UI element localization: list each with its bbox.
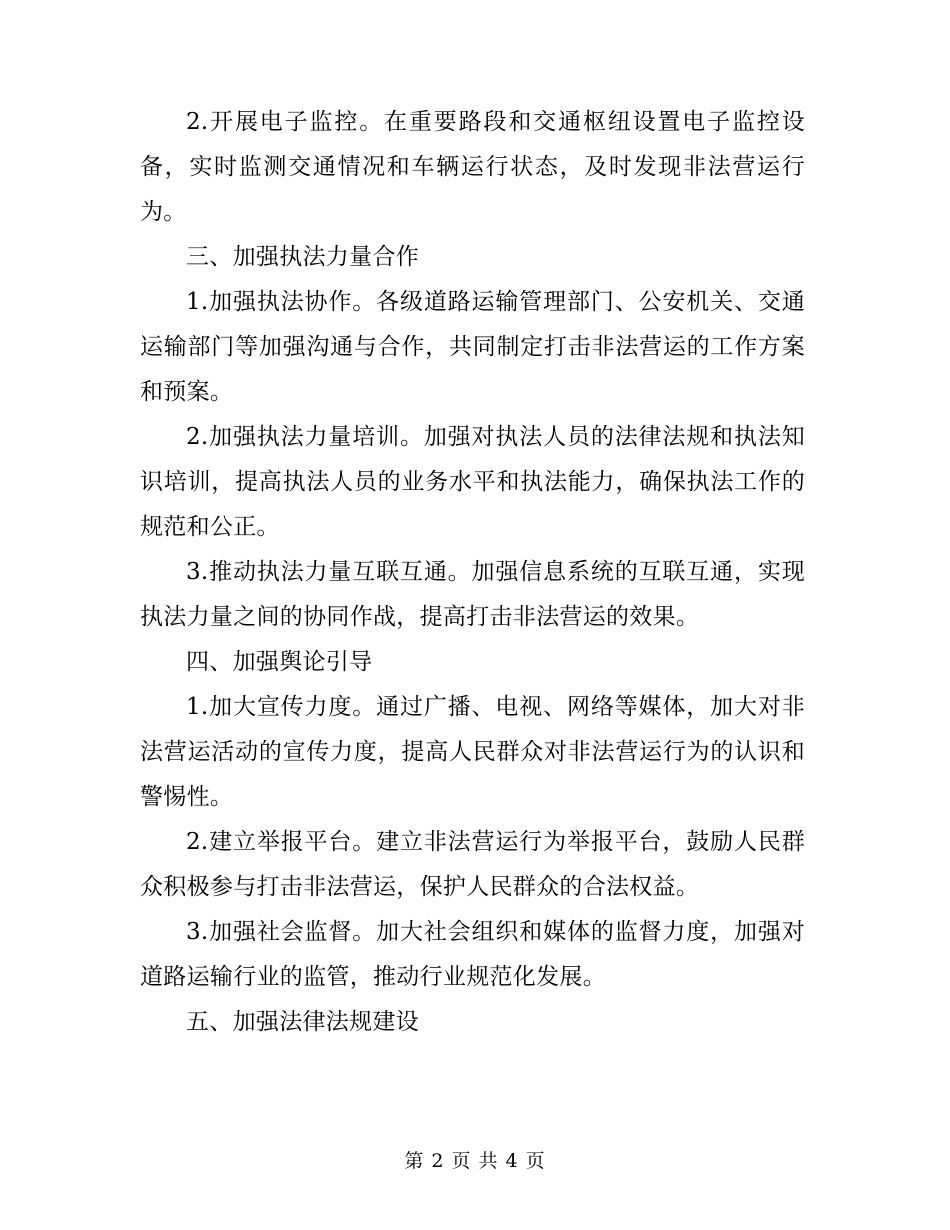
- section-heading-4: 四、加强舆论引导: [186, 649, 373, 675]
- paragraph-report-platform: 2.建立举报平台。建立非法营运行为举报平台，鼓励人民群众积极参与打击非法营运，保护人民群众的合法权益。: [140, 829, 805, 900]
- paragraph-social-supervision: 3.加强社会监督。加大社会组织和媒体的监督力度，加强对道路运输行业的监管，推动行业规范化发展。: [140, 919, 805, 990]
- document-body: [140, 100, 805, 1045]
- page-number-footer: 第 2 页 共 4 页: [404, 1150, 546, 1172]
- paragraph-electronic-monitoring: 2.开展电子监控。在重要路段和交通枢纽设置电子监控设备，实时监测交通情况和车辆运行状态，及时发现非法营运行为。: [140, 109, 805, 225]
- section-heading-5: 五、加强法律法规建设: [186, 1009, 419, 1035]
- paragraph-enforcement-interconnection: 3.推动执法力量互联互通。加强信息系统的互联互通，实现执法力量之间的协同作战，提高打击非法营运的效果。: [140, 559, 805, 630]
- paragraph-enforcement-training: 2.加强执法力量培训。加强对执法人员的法律法规和执法知识培训，提高执法人员的业务水平和执法能力，确保执法工作的规范和公正。: [140, 424, 805, 540]
- section-heading-3: 三、加强执法力量合作: [186, 244, 419, 270]
- paragraph-enforcement-cooperation: 1.加强执法协作。各级道路运输管理部门、公安机关、交通运输部门等加强沟通与合作，共同制定打击非法营运的工作方案和预案。: [140, 289, 805, 405]
- paragraph-publicity: 1.加大宣传力度。通过广播、电视、网络等媒体，加大对非法营运活动的宣传力度，提高人民群众对非法营运行为的认识和警惕性。: [140, 694, 805, 810]
